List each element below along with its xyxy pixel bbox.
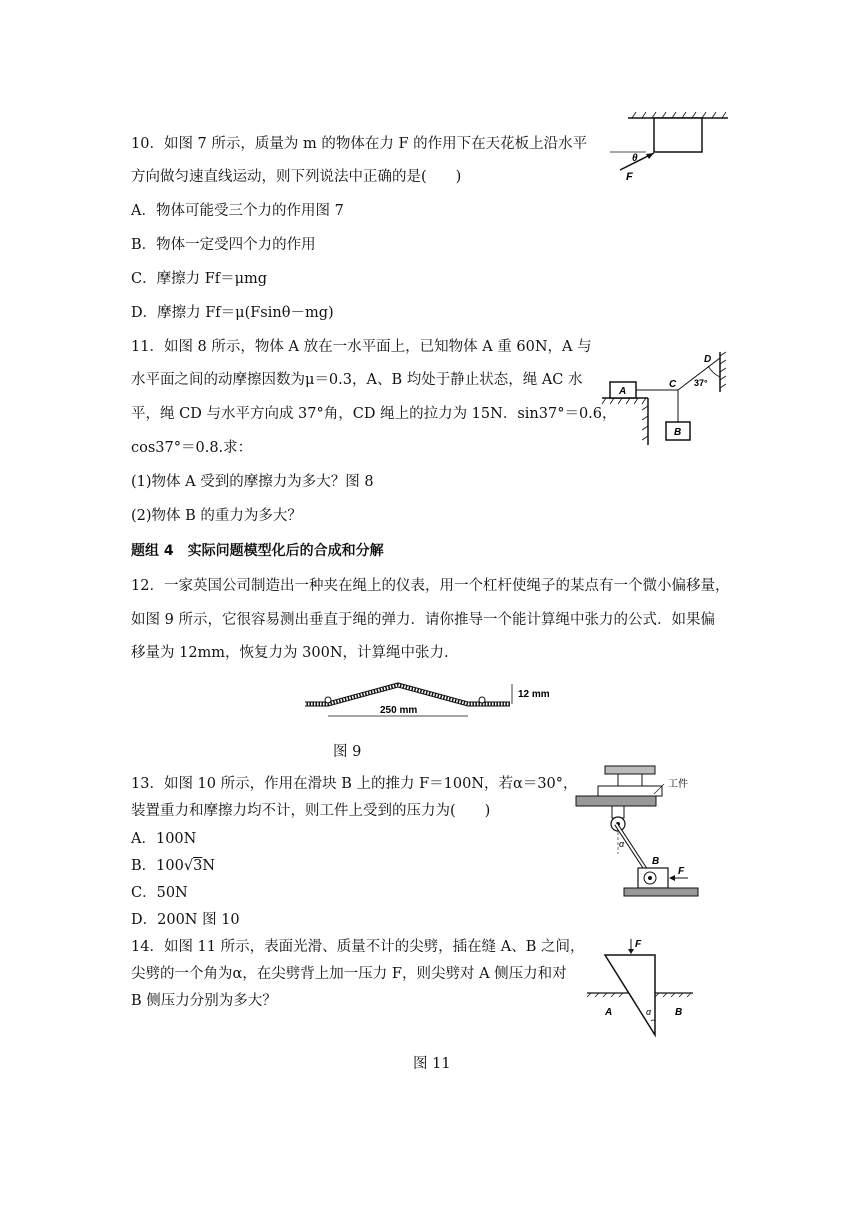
fig8-label-c: C [669, 379, 677, 390]
fig9-height-label: 12 mm [518, 689, 550, 700]
q13-option-b-prefix: B．100 [131, 858, 184, 874]
q11-sub1: (1)物体 A 受到的摩擦力为多大？图 8 [131, 474, 374, 490]
figure-9-diagram [300, 676, 560, 722]
fig8-label-b: B [674, 427, 682, 438]
q13-line1: 13．如图 10 所示，作用在滑块 B 上的推力 F＝100N，若α＝30°， [131, 776, 578, 792]
q12-line3: 移量为 12mm，恢复力为 300N，计算绳中张力. [131, 645, 449, 661]
q13-option-b-unit: N [202, 858, 216, 874]
q14-line3: B 侧压力分别为多大？ [131, 993, 277, 1009]
fig11-force-label: F [635, 939, 642, 950]
q12-line1: 12．一家英国公司制造出一种夹在绳上的仪表，用一个杠杆使绳子的某点有一个微小偏移量， [131, 578, 730, 594]
q13-option-c: C．50N [131, 885, 188, 901]
q10-option-d: D．摩擦力 Ff＝μ(Fsinθ－mg) [131, 305, 334, 321]
fig11-label-b: B [675, 1007, 683, 1018]
q11-line4: cos37°＝0.8.求： [131, 440, 253, 456]
fig11-label-a: A [605, 1007, 613, 1018]
q10-option-a: A．物体可能受三个力的作用图 7 [131, 203, 344, 219]
q11-sub2: (2)物体 B 的重力为多大？ [131, 508, 302, 524]
q13-option-a: A．100N [131, 831, 197, 847]
fig11-alpha-label: α [646, 1007, 652, 1017]
fig10-label-b: B [652, 856, 660, 867]
fig10-alpha-label: α [619, 839, 625, 849]
fig10-force-label: F [678, 866, 685, 877]
q13-option-b [131, 856, 215, 876]
q10-option-c: C．摩擦力 Ff＝μmg [131, 271, 268, 287]
q10-line2: 方向做匀速直线运动，则下列说法中正确的是( ) [131, 169, 462, 185]
fig7-theta-label: θ [632, 153, 638, 164]
q11-line3: 平，绳 CD 与水平方向成 37°角，CD 绳上的拉力为 15N．sin37°＝0.6， [131, 406, 617, 422]
figure-10-diagram [570, 760, 710, 900]
q12-line2: 如图 9 所示，它很容易测出垂直于绳的弹力．请你推导一个能计算绳中张力的公式．如果偏 [131, 612, 715, 628]
sqrt-symbol: √ [183, 858, 194, 874]
q11-line2: 水平面之间的动摩擦因数为μ＝0.3，A、B 均处于静止状态，绳 AC 水 [131, 372, 583, 388]
q11-line1: 11．如图 8 所示，物体 A 放在一水平面上，已知物体 A 重 60N，A 与 [131, 339, 592, 355]
q10-option-b: B．物体一定受四个力的作用 [131, 237, 316, 253]
fig8-label-a: A [619, 386, 627, 397]
figure-11-diagram [585, 937, 695, 1042]
figure-11-caption: 图 11 [413, 1056, 451, 1072]
figure-9-caption: 图 9 [333, 744, 362, 760]
fig10-workpiece-label: 工件 [668, 779, 688, 790]
fig8-label-d: D [704, 354, 712, 365]
q13-option-b-radicand: 3 [193, 858, 203, 874]
q14-line1: 14．如图 11 所示，表面光滑、质量不计的尖劈，插在缝 A、B 之间， [131, 939, 585, 955]
q13-line2: 装置重力和摩擦力均不计，则工件上受到的压力为( ) [131, 803, 491, 819]
section-heading: 题组 4 实际问题模型化后的合成和分解 [131, 543, 384, 559]
fig9-width-label: 250 mm [380, 705, 418, 716]
fig8-angle-label: 37° [694, 378, 708, 388]
q13-option-d: D．200N 图 10 [131, 912, 240, 928]
figure-7-diagram [600, 108, 730, 188]
q10-line1: 10．如图 7 所示，质量为 m 的物体在力 F 的作用下在天花板上沿水平 [131, 136, 588, 152]
q14-line2: 尖劈的一个角为α，在尖劈背上加一压力 F，则尖劈对 A 侧压力和对 [131, 966, 567, 982]
fig7-force-label: F [626, 171, 633, 183]
figure-8-diagram [600, 350, 730, 450]
